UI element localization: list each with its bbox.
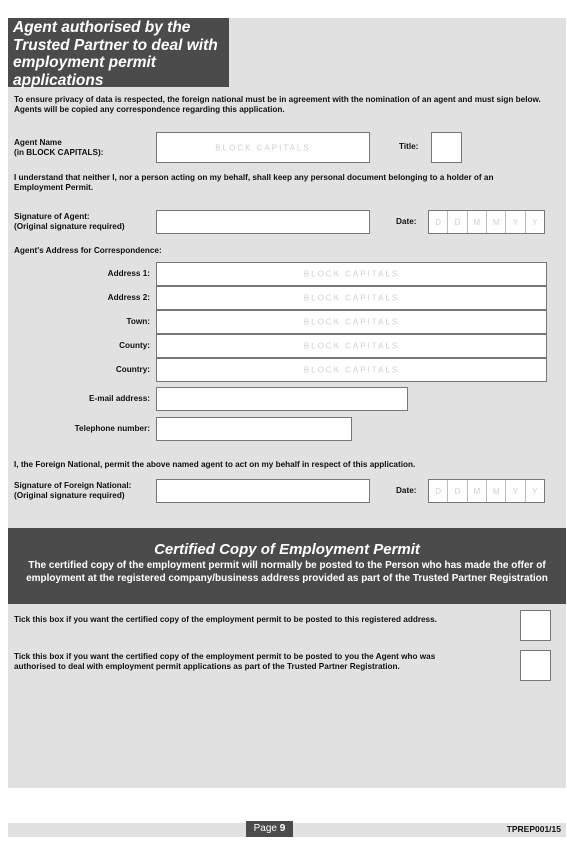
certified-copy-title: Certified Copy of Employment Permit [154, 541, 420, 558]
agent-name-placeholder: BLOCK CAPITALS [215, 143, 311, 152]
date-day-digit: D [448, 480, 467, 502]
tick-registered-address-checkbox[interactable] [520, 610, 551, 641]
fn-signature-field[interactable] [156, 479, 370, 503]
date-year-digit: Y [506, 480, 525, 502]
page-number: 9 [279, 823, 286, 834]
country-placeholder: BLOCK CAPITALS [303, 365, 400, 375]
title-label: Title: [399, 142, 419, 151]
country-input[interactable] [156, 358, 547, 382]
date-year-digit: Y [532, 486, 538, 496]
date-month-digit: M [468, 480, 487, 502]
date-day-digit: D [429, 211, 448, 233]
address-heading: Agent's Address for Correspondence: [14, 246, 162, 255]
date-day-digit: D [429, 480, 448, 502]
county-input[interactable] [156, 334, 547, 358]
fn-date-label: Date: [396, 486, 417, 495]
agent-name-input[interactable] [156, 132, 370, 163]
telephone-input[interactable] [156, 417, 352, 441]
undertaking-text: I understand that neither I, nor a person acting on my behalf, shall keep any personal document belonging to a holder of an Employment Permit. [14, 173, 494, 192]
address2-placeholder: BLOCK CAPITALS [303, 293, 400, 303]
agent-signature-field[interactable] [156, 210, 370, 234]
date-year-digit: Y [506, 211, 525, 233]
certified-copy-banner [8, 528, 566, 604]
tick-agent-address-text: Tick this box if you want the certified copy of the employment permit to be posted to you the Agent who was authorised to deal with employment permit applications as part of the Trusted Partner Registration. [14, 652, 436, 671]
telephone-label: Telephone number: [74, 424, 150, 433]
town-label: Town: [126, 317, 150, 326]
date-month-digit: M [487, 211, 506, 233]
permission-text: I, the Foreign National, permit the above named agent to act on my behalf in respect of this application. [14, 460, 416, 469]
address1-label: Address 1: [107, 269, 150, 278]
date-day-digit: D [448, 211, 467, 233]
agent-date-label: Date: [396, 217, 417, 226]
privacy-notice: To ensure privacy of data is respected, the foreign national must be in agreement with the nomination of an agent and must sign below. Agents will be copied any correspondence regarding this application. [14, 95, 541, 114]
town-placeholder: BLOCK CAPITALS [303, 317, 400, 327]
title-input[interactable] [431, 132, 462, 163]
agent-date-field[interactable] [428, 210, 545, 234]
email-label: E-mail address: [89, 394, 150, 403]
agent-signature-label: Signature of Agent: (Original signature required) [14, 212, 125, 231]
address1-input[interactable] [156, 262, 547, 286]
town-input[interactable] [156, 310, 547, 334]
address2-label: Address 2: [107, 293, 150, 302]
certified-copy-subtitle: The certified copy of the employment permit will normally be posted to the Person who has made the offer of employment at the registered company/business address provided as part of the Trusted Partner Registration [26, 560, 548, 584]
tick-agent-address-checkbox[interactable] [520, 650, 551, 681]
tick-registered-address-text: Tick this box if you want the certified copy of the employment permit to be posted to this registered address. [14, 615, 437, 624]
section-header: Agent authorised by the Trusted Partner to deal with employment permit applications [8, 18, 229, 87]
country-label: Country: [115, 365, 150, 374]
form-code: TPREP001/15 [506, 824, 561, 834]
date-year-digit: Y [532, 217, 538, 227]
date-month-digit: M [468, 211, 487, 233]
address1-placeholder: BLOCK CAPITALS [303, 269, 400, 279]
county-placeholder: BLOCK CAPITALS [303, 341, 400, 351]
page-indicator [246, 821, 293, 837]
date-month-digit: M [487, 480, 506, 502]
page-label: Page [253, 823, 277, 834]
fn-signature-label: Signature of Foreign National: (Original signature required) [14, 481, 132, 500]
agent-name-label: Agent Name (in BLOCK CAPITALS): [14, 138, 104, 157]
county-label: County: [119, 341, 150, 350]
email-input[interactable] [156, 387, 408, 411]
fn-date-field[interactable] [428, 479, 545, 503]
address2-input[interactable] [156, 286, 547, 310]
